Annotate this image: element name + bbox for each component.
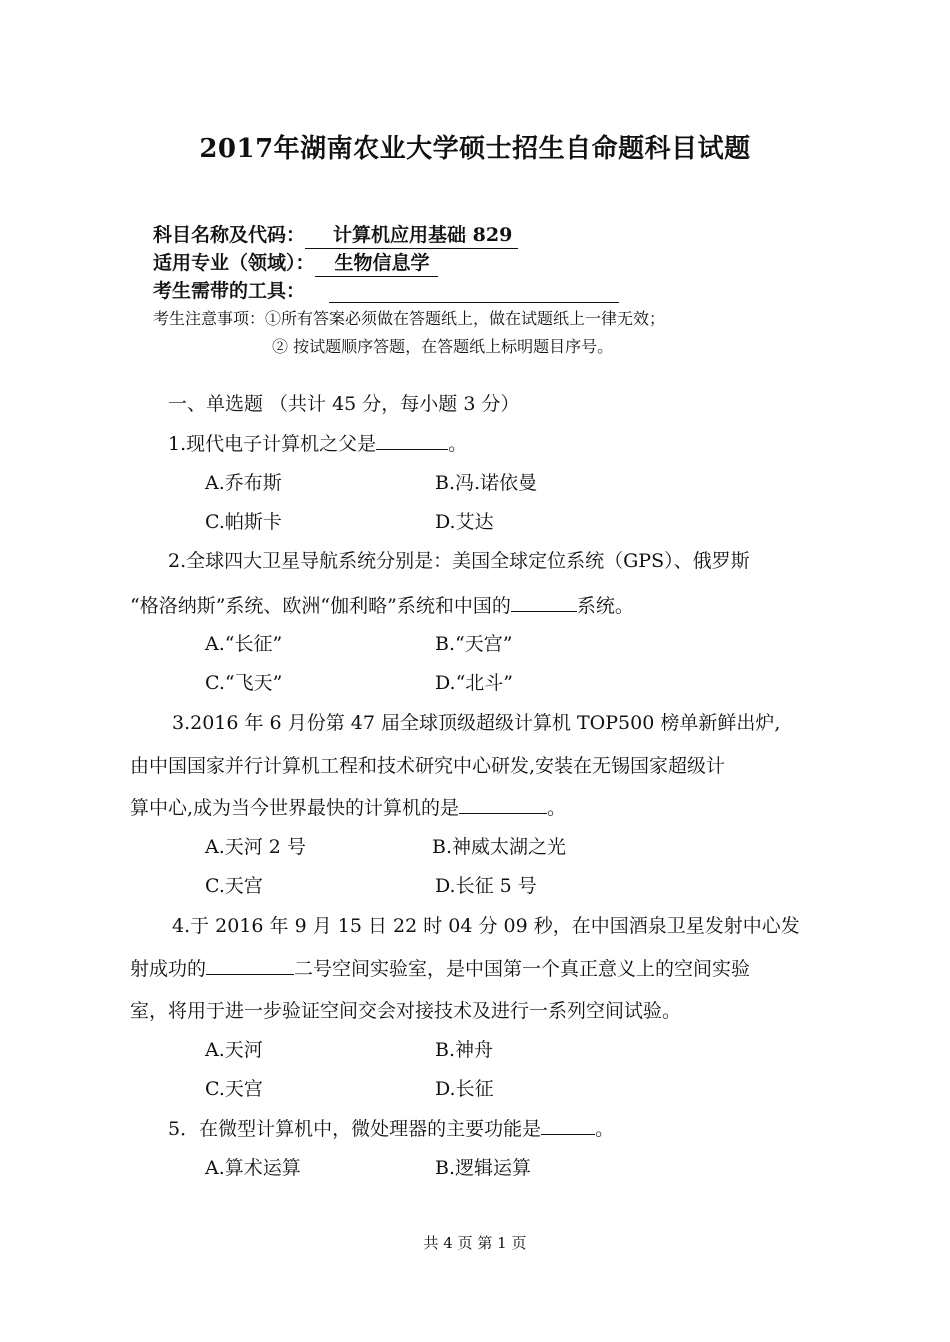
notice-line-2: ② 按试题顺序答题，在答题纸上标明题目序号。 (272, 337, 614, 356)
q2-option-d: D.“北斗” (435, 672, 514, 694)
tools-blank (329, 282, 619, 303)
q2-option-c: C.“飞天” (205, 672, 283, 694)
question-5 (168, 1114, 614, 1141)
q2-stem: “格洛纳斯”系统、欧洲“伽利略”系统和中国的 (130, 595, 511, 617)
question-2-line-1: 2.全球四大卫星导航系统分别是：美国全球定位系统（GPS）、俄罗斯 (168, 550, 750, 572)
subject-label: 科目名称及代码： (153, 224, 306, 246)
q4-stem-end: 二号空间实验室，是中国第一个真正意义上的空间实验 (294, 958, 751, 980)
tools-row (153, 276, 619, 303)
question-4-line-3: 室，将用于进一步验证空间交会对接技术及进行一系列空间试验。 (130, 1000, 682, 1022)
major-value: 生物信息学 (315, 248, 438, 277)
subject-row (153, 220, 518, 249)
question-1 (168, 429, 467, 456)
q1-option-d: D.艾达 (435, 511, 494, 533)
page-title: 2017年湖南农业大学硕士招生自命题科目试题 (199, 134, 751, 164)
q3-stem: 算中心,成为当今世界最快的计算机的是 (130, 797, 460, 819)
q5-option-a: A.算术运算 (205, 1157, 301, 1179)
major-row (153, 248, 438, 277)
q1-option-b: B.冯.诺依曼 (435, 472, 538, 494)
q4-option-c: C.天宫 (205, 1078, 263, 1100)
question-4-line-2 (130, 954, 750, 981)
q3-option-d: D.长征 5 号 (435, 875, 537, 897)
question-4-line-1: 4.于 2016 年 9 月 15 日 22 时 04 分 09 秒，在中国酒泉卫星发射中心发 (172, 915, 800, 937)
subject-value: 计算机应用基础 829 (305, 220, 518, 249)
q2-option-b: B.“天宫” (435, 633, 513, 655)
q4-blank (206, 956, 294, 975)
tools-label: 考生需带的工具： (153, 280, 306, 302)
q3-option-a: A.天河 2 号 (205, 836, 306, 858)
q4-option-d: D.长征 (435, 1078, 494, 1100)
q1-stem-end: 。 (448, 433, 468, 455)
major-label: 适用专业（领域）： (153, 252, 315, 274)
q5-option-b: B.逻辑运算 (435, 1157, 532, 1179)
question-2-line-2 (130, 591, 634, 618)
q3-stem-end: 。 (547, 797, 567, 819)
page-footer: 共 4 页 第 1 页 (423, 1234, 527, 1252)
q1-option-c: C.帕斯卡 (205, 511, 282, 533)
q1-option-a: A.乔布斯 (205, 472, 282, 494)
q4-stem: 射成功的 (130, 958, 207, 980)
section-heading: 一、单选题 （共计 45 分，每小题 3 分） (168, 393, 520, 415)
q4-option-b: B.神舟 (435, 1039, 494, 1061)
question-3-line-3 (130, 793, 566, 820)
q2-stem-end: 系统。 (576, 595, 634, 617)
q3-option-c: C.天宫 (205, 875, 263, 897)
q3-option-b: B.神威太湖之光 (432, 836, 567, 858)
q1-stem: 1.现代电子计算机之父是 (168, 433, 377, 455)
q5-stem-end: 。 (595, 1118, 615, 1140)
q3-blank (459, 795, 547, 814)
notice-line-1: 考生注意事项：①所有答案必须做在答题纸上，做在试题纸上一律无效； (153, 309, 666, 328)
question-3-line-2: 由中国国家并行计算机工程和技术研究中心研发,安装在无锡国家超级计 (130, 755, 726, 777)
q1-blank (376, 431, 448, 450)
q2-blank (511, 593, 577, 612)
q5-blank (541, 1116, 595, 1135)
question-3-line-1: 3.2016 年 6 月份第 47 届全球顶级超级计算机 TOP500 榜单新鲜出炉, (172, 712, 781, 734)
q4-option-a: A.天河 (205, 1039, 263, 1061)
q5-stem: 5．在微型计算机中，微处理器的主要功能是 (168, 1118, 542, 1140)
q2-option-a: A.“长征” (205, 633, 283, 655)
